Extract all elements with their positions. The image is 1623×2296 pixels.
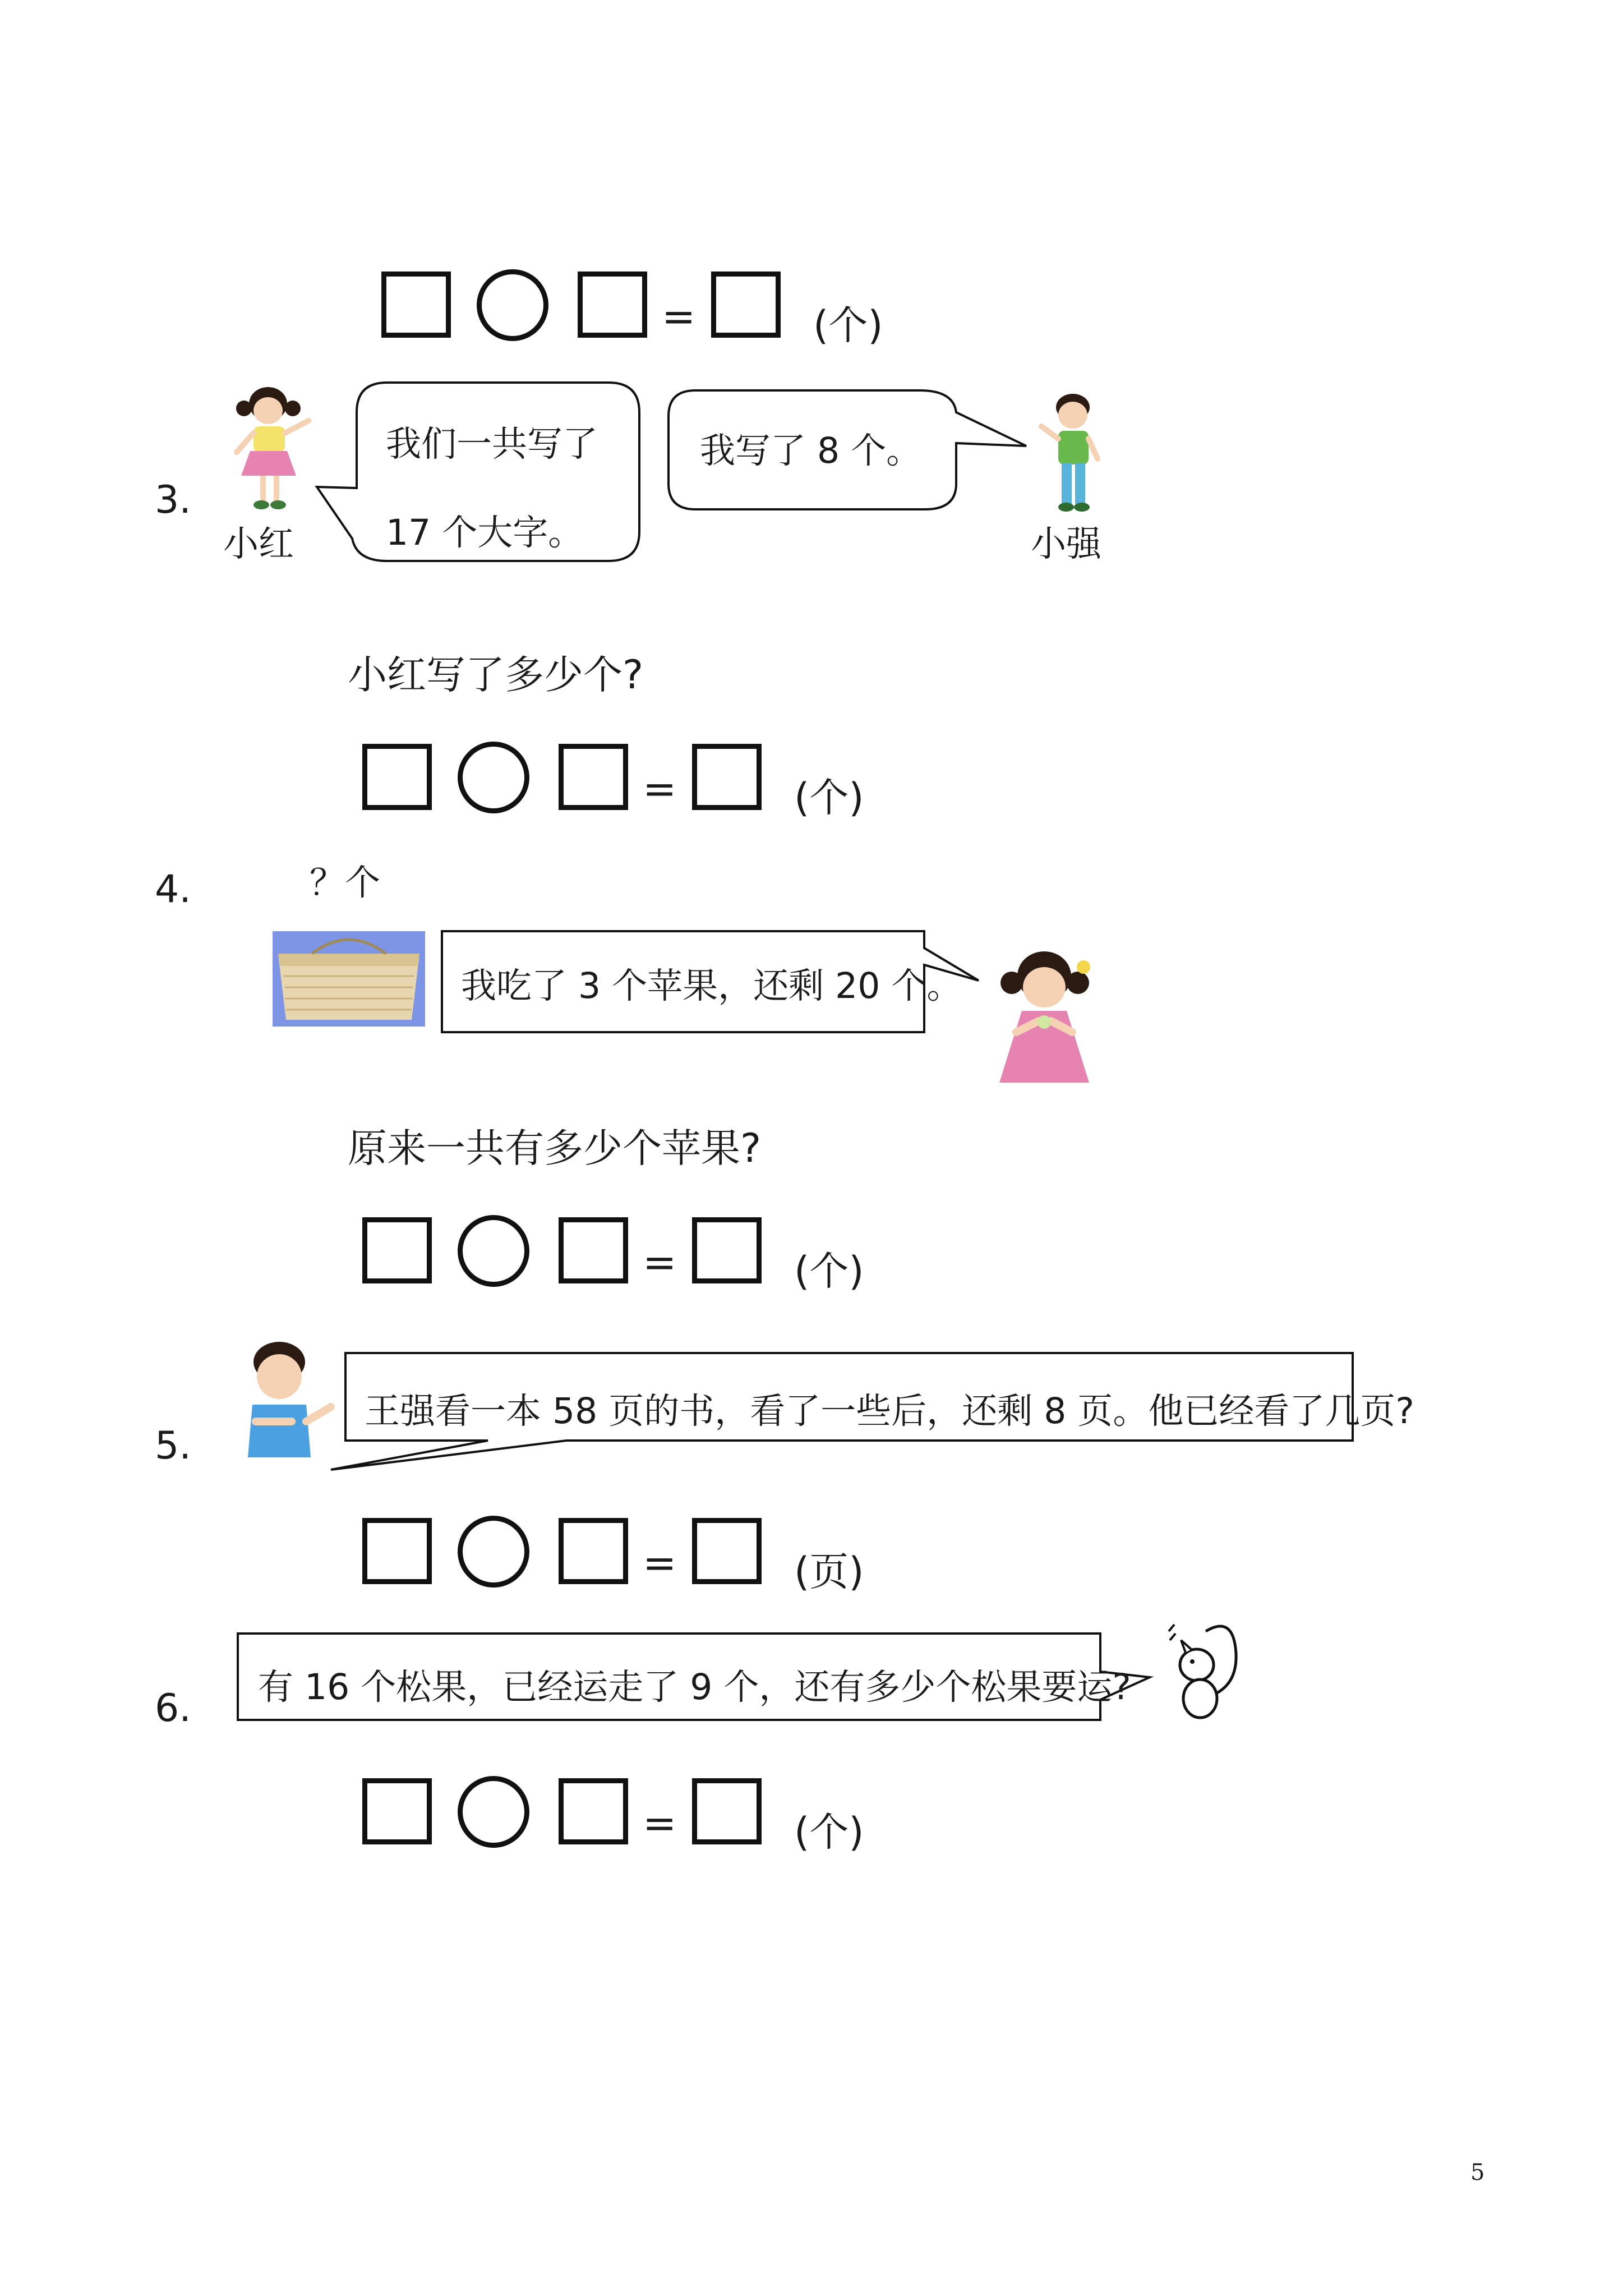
bubble-text: 我写了 8 个。: [700, 430, 922, 471]
equals-sign: =: [643, 765, 677, 812]
question-number: 3.: [155, 478, 191, 522]
question-number: 5.: [155, 1424, 191, 1468]
question-number: 4.: [155, 867, 191, 912]
equals-sign: =: [643, 1239, 677, 1286]
bubble-text: 有 16 个松果，已经运走了 9 个，还有多少个松果要运?: [258, 1667, 1131, 1708]
question-text: 小红写了多少个?: [348, 652, 644, 698]
bubble-text: 我吃了 3 个苹果，还剩 20 个。: [461, 965, 962, 1006]
bubble-text: 17 个大字。: [386, 512, 584, 553]
answer-box[interactable]: [559, 1778, 628, 1844]
equals-sign: =: [643, 1800, 677, 1847]
unit-label: (页): [794, 1549, 864, 1595]
unit-label: (个): [794, 775, 864, 821]
operator-circle[interactable]: [458, 1776, 529, 1848]
unknown-label: ？个: [310, 862, 380, 903]
answer-box[interactable]: [692, 1778, 762, 1844]
bubble-text: 王强看一本 58 页的书，看了一些后，还剩 8 页。他已经看了几页?: [365, 1391, 1414, 1432]
equals-sign: =: [662, 293, 696, 340]
speaker-name: 小强: [1031, 523, 1101, 564]
unit-label: (个): [794, 1248, 864, 1294]
unit-label: (个): [794, 1809, 864, 1855]
speaker-name: 小红: [223, 523, 294, 564]
page-number: 5: [1470, 2160, 1485, 2185]
unit-label: (个): [813, 302, 883, 348]
equals-sign: =: [643, 1539, 677, 1586]
question-number: 6.: [155, 1686, 191, 1731]
answer-box[interactable]: [362, 1778, 432, 1844]
bubble-text: 我们一共写了: [386, 424, 598, 464]
question-text: 原来一共有多少个苹果?: [348, 1125, 762, 1171]
squirrel-icon: [1166, 1620, 1239, 1727]
